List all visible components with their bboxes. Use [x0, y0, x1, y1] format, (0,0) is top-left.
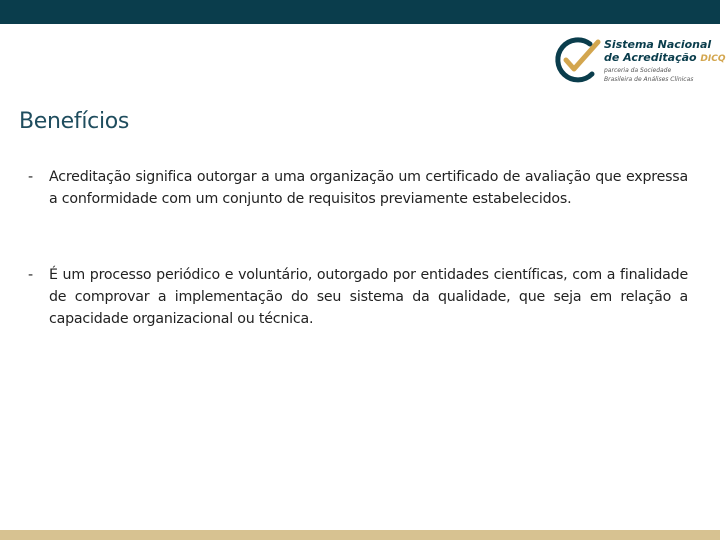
logo-text	[604, 38, 726, 84]
page-title: Benefícios	[19, 109, 130, 134]
logo-title-line1: Sistema Nacional	[604, 38, 712, 51]
bullet-list	[28, 166, 688, 330]
logo-title-line2-text: de Acreditação	[604, 51, 697, 64]
bullet-marker: -	[28, 267, 33, 283]
bullet-text: É um processo periódico e voluntário, outorgado por entidades científicas, com a finalidade de comprovar a implementação do seu sistema da qualidade, que seja em relação a capacidade organizacional ou técnica.	[49, 267, 688, 327]
bullet-item	[28, 264, 688, 330]
logo	[552, 36, 726, 92]
bottom-bar	[0, 530, 720, 540]
checkmark-c-icon	[552, 36, 604, 86]
logo-subtitle-1: parceria da Sociedade	[604, 67, 672, 74]
bullet-text: Acreditação significa outorgar a uma organização um certificado de avaliação que expressa a conformidade com um conjunto de requisitos previamente estabelecidos.	[49, 169, 688, 207]
bullet-marker: -	[28, 169, 33, 185]
logo-subtitle-2: Brasileira de Análises Clínicas	[604, 76, 694, 83]
logo-tag: DICQ	[700, 54, 726, 64]
bullet-item	[28, 166, 688, 210]
logo-title-line2	[604, 51, 726, 66]
top-bar	[0, 0, 720, 24]
